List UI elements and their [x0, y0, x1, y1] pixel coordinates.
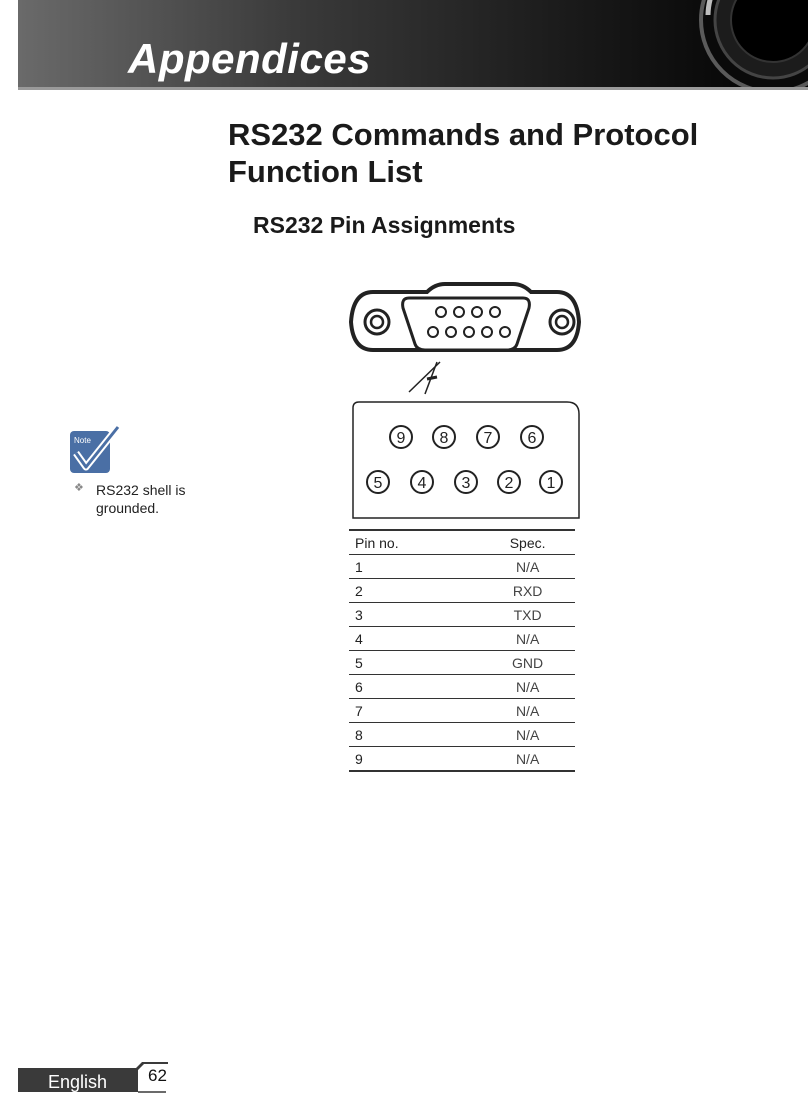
pin-label: 8 — [439, 430, 449, 447]
table-row — [349, 699, 575, 723]
spec-cell: GND — [480, 651, 575, 675]
page-number: 62 — [148, 1066, 167, 1085]
table-row — [349, 579, 575, 603]
table-row — [349, 651, 575, 675]
db9-connector-diagram — [345, 282, 585, 524]
pin-label: 4 — [417, 475, 427, 492]
table-row — [349, 627, 575, 651]
pin-label: 5 — [373, 475, 383, 492]
header-title: Appendices — [128, 35, 372, 82]
spec-cell: N/A — [480, 675, 575, 699]
pin-cell: 5 — [349, 651, 480, 675]
pin-label: 7 — [483, 430, 493, 447]
spec-cell: RXD — [480, 579, 575, 603]
table-row — [349, 747, 575, 772]
pin-label: 2 — [504, 475, 514, 492]
pin-cell: 4 — [349, 627, 480, 651]
pin-cell: 2 — [349, 579, 480, 603]
spec-cell: N/A — [480, 699, 575, 723]
spec-cell: N/A — [480, 555, 575, 579]
header-bar — [18, 0, 808, 90]
spec-cell: N/A — [480, 723, 575, 747]
footer-language: English — [48, 1072, 108, 1092]
note-icon-label: Note — [74, 436, 91, 445]
table-row — [349, 675, 575, 699]
pin-cell: 3 — [349, 603, 480, 627]
d-shell — [403, 298, 530, 350]
pin-label: 3 — [461, 475, 471, 492]
pin-cell: 6 — [349, 675, 480, 699]
table-row — [349, 723, 575, 747]
spec-cell: TXD — [480, 603, 575, 627]
section-title-line1: RS232 Commands and Protocol — [228, 117, 699, 152]
page-footer — [18, 1062, 168, 1094]
note-check-icon — [68, 423, 122, 475]
enlarged-pin-box — [353, 402, 579, 518]
table-header-row — [349, 530, 575, 555]
pin-label: 9 — [396, 430, 406, 447]
pin-assignment-table — [349, 529, 575, 772]
pin-cell: 1 — [349, 555, 480, 579]
subsection-title: RS232 Pin Assignments — [253, 212, 516, 238]
pin-cell: 7 — [349, 699, 480, 723]
pin-label: 1 — [546, 475, 556, 492]
projector-lens-icon — [698, 0, 808, 90]
table-row — [349, 603, 575, 627]
section-title-line2: Function List — [228, 154, 423, 189]
spec-cell: N/A — [480, 747, 575, 772]
section-title — [228, 116, 788, 190]
pin-label: 6 — [527, 430, 537, 447]
note-bullet-icon: ❖ — [74, 482, 84, 494]
pin-cell: 9 — [349, 747, 480, 772]
header-rule — [18, 87, 808, 90]
note-text: RS232 shell is grounded. — [96, 482, 186, 516]
spec-cell: N/A — [480, 627, 575, 651]
column-header-spec: Spec. — [480, 530, 575, 555]
pin-cell: 8 — [349, 723, 480, 747]
column-header-pin: Pin no. — [349, 530, 480, 555]
table-row — [349, 555, 575, 579]
